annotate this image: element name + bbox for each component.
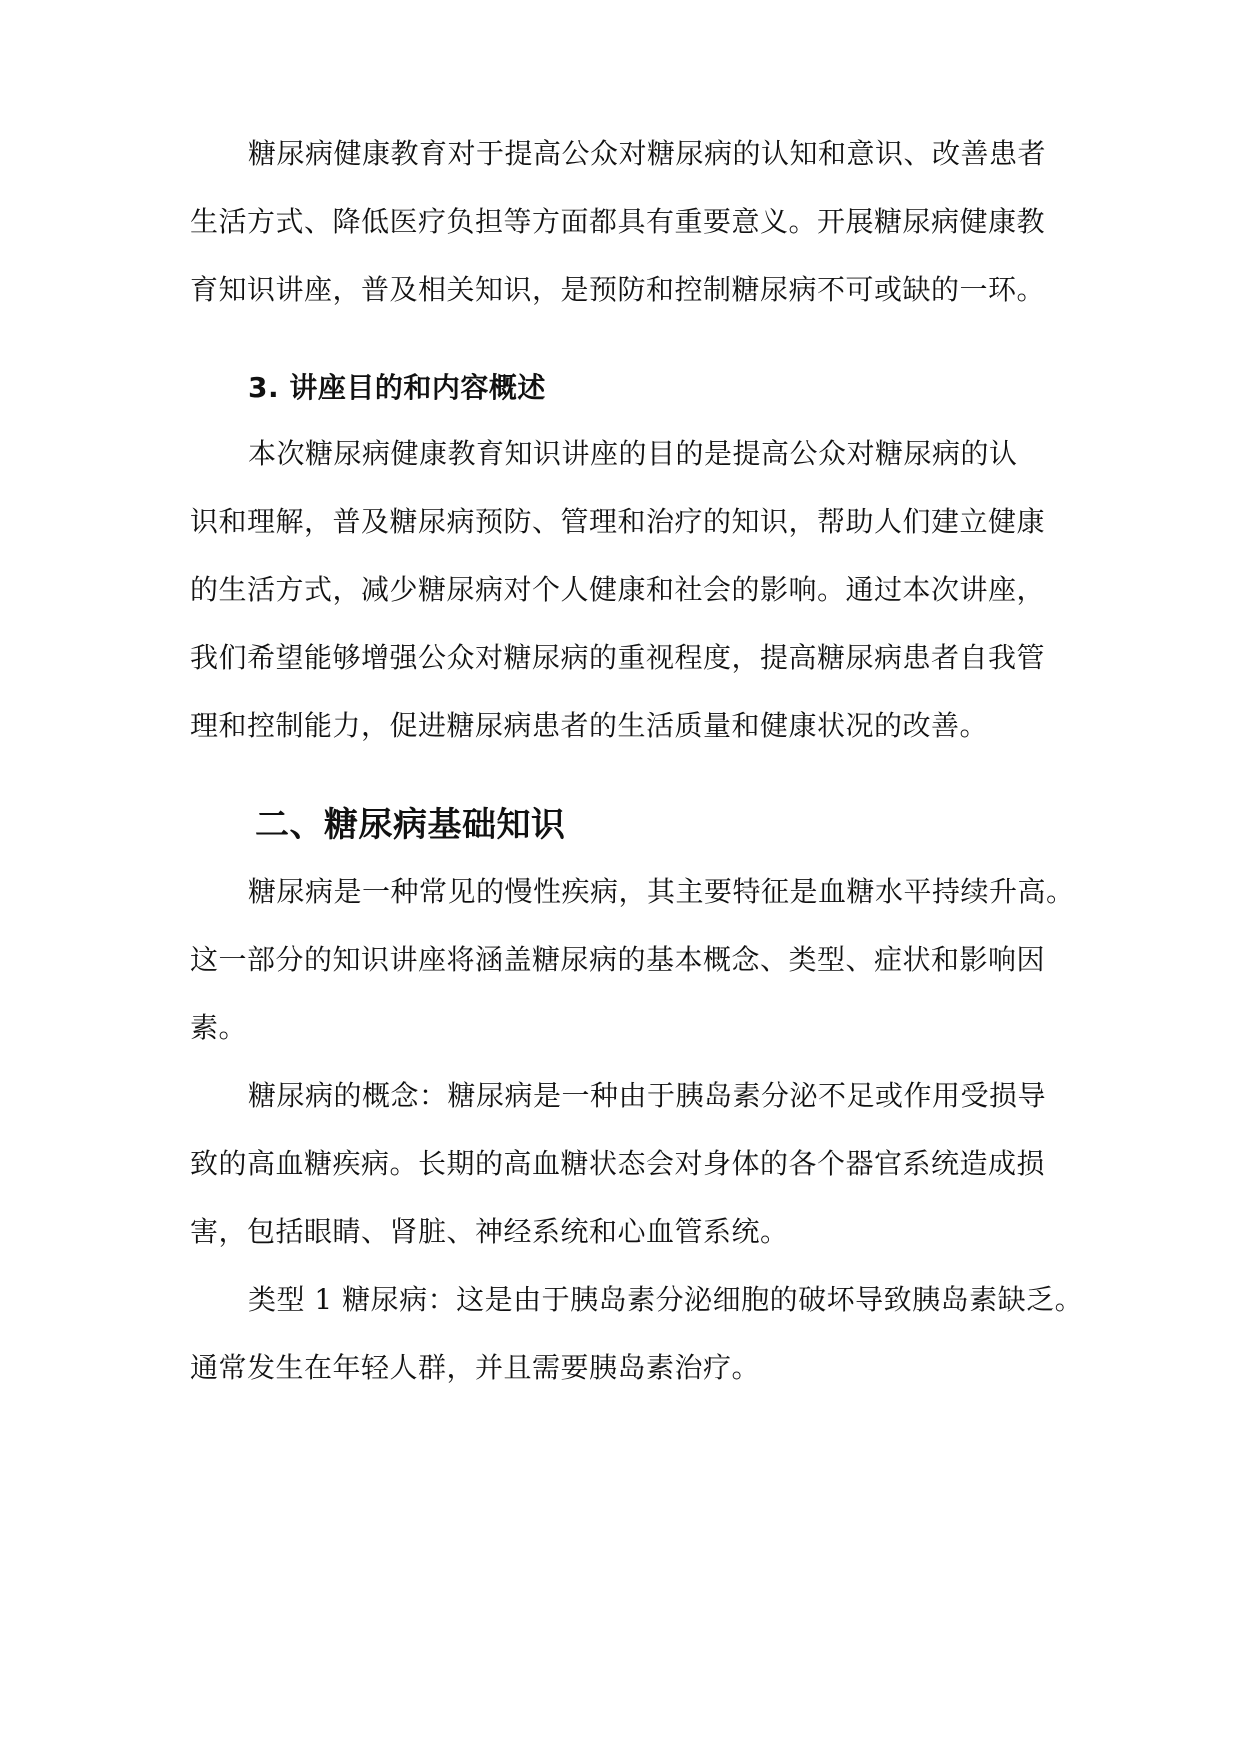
- section-heading: 3. 讲座目的和内容概述: [248, 371, 546, 404]
- paragraph-line: 素。: [190, 1011, 248, 1044]
- paragraph-line: 育知识讲座，普及相关知识，是预防和控制糖尿病不可或缺的一环。: [190, 273, 1046, 306]
- paragraph-line: 糖尿病健康教育对于提高公众对糖尿病的认知和意识、改善患者: [248, 137, 1047, 170]
- paragraph-line: 的生活方式，减少糖尿病对个人健康和社会的影响。通过本次讲座，: [190, 573, 1046, 606]
- paragraph-line: 我们希望能够增强公众对糖尿病的重视程度，提高糖尿病患者自我管: [190, 641, 1046, 674]
- chapter-heading: 二、糖尿病基础知识: [255, 805, 566, 845]
- paragraph-line: 糖尿病的概念：糖尿病是一种由于胰岛素分泌不足或作用受损导: [248, 1079, 1047, 1112]
- paragraph-line: 理和控制能力，促进糖尿病患者的生活质量和健康状况的改善。: [190, 709, 989, 742]
- paragraph-line: 生活方式、降低医疗负担等方面都具有重要意义。开展糖尿病健康教: [190, 205, 1046, 238]
- paragraph-line: 识和理解，普及糖尿病预防、管理和治疗的知识，帮助人们建立健康: [190, 505, 1046, 538]
- paragraph-line: 害，包括眼睛、肾脏、神经系统和心血管系统。: [190, 1215, 789, 1248]
- paragraph-line: 这一部分的知识讲座将涵盖糖尿病的基本概念、类型、症状和影响因: [190, 943, 1046, 976]
- paragraph-line: 致的高血糖疾病。长期的高血糖状态会对身体的各个器官系统造成损: [190, 1147, 1046, 1180]
- paragraph-line: 通常发生在年轻人群，并且需要胰岛素治疗。: [190, 1351, 761, 1384]
- paragraph-line: 本次糖尿病健康教育知识讲座的目的是提高公众对糖尿病的认: [248, 437, 1018, 470]
- paragraph-line: 糖尿病是一种常见的慢性疾病，其主要特征是血糖水平持续升高。: [248, 875, 1075, 908]
- paragraph-line: 类型 1 糖尿病：这是由于胰岛素分泌细胞的破坏导致胰岛素缺乏。: [248, 1283, 1084, 1316]
